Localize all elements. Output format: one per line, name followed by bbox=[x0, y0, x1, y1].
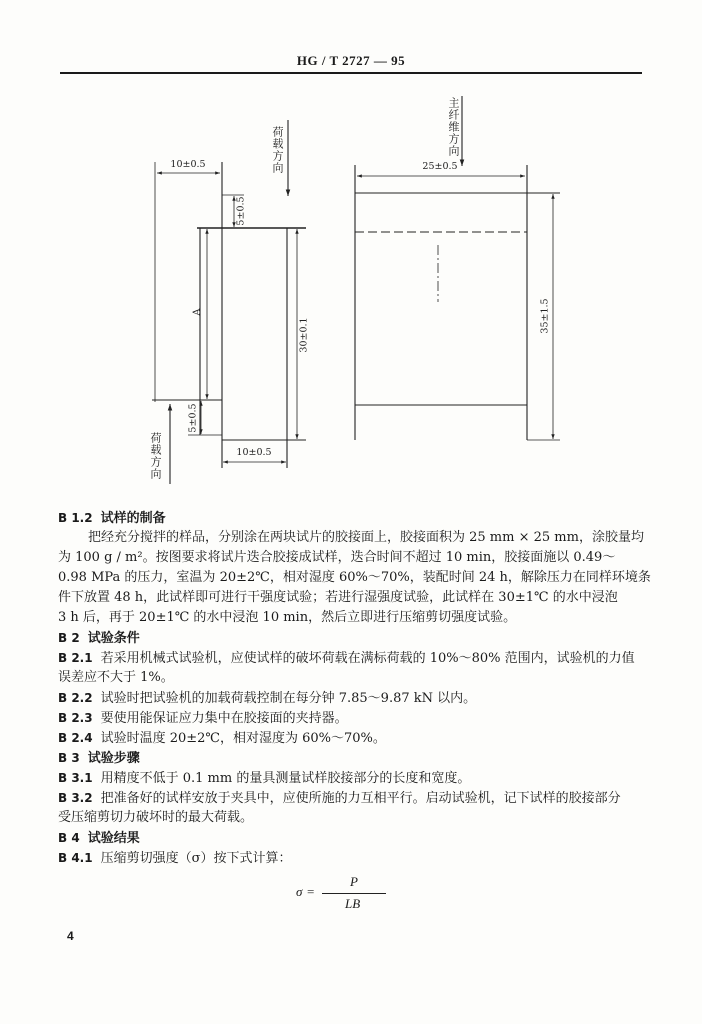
paragraph-line: 为 100 g / m²。按图要求将试片迭合胶接成试样，迭合时间不超过 10 min，胶接面施以 0.49～ bbox=[58, 550, 616, 565]
clause-number: B 2.2 bbox=[58, 691, 93, 705]
section-heading-b4 bbox=[58, 828, 648, 848]
clause-number: B 3.1 bbox=[58, 771, 93, 785]
clause-number: B 4.1 bbox=[58, 851, 93, 865]
dim-label-top-width: 10±0.5 bbox=[170, 159, 206, 170]
section-heading-b2 bbox=[58, 628, 648, 648]
section-title: 试样的制备 bbox=[100, 511, 166, 526]
paragraph-line: 误差应不大于 1%。 bbox=[58, 670, 174, 685]
section-heading-b3 bbox=[58, 748, 648, 768]
fiber-direction-label: 主纤维方向 bbox=[447, 97, 460, 157]
page-number: 4 bbox=[67, 929, 74, 943]
clause-b3-1 bbox=[58, 768, 648, 788]
section-title: 试验条件 bbox=[87, 631, 140, 646]
dim-label-bottom-offset: 5±0.5 bbox=[187, 403, 199, 433]
clause-number: B 1.2 bbox=[58, 511, 93, 525]
clause-number: B 3.2 bbox=[58, 791, 93, 805]
clause-b2-4 bbox=[58, 728, 648, 748]
formula-numerator: P bbox=[350, 874, 358, 889]
dim-label-height: 35±1.5 bbox=[539, 298, 551, 334]
clause-b3-2 bbox=[58, 788, 648, 808]
load-direction-label-top: 荷载方向 bbox=[271, 126, 284, 174]
clause-text: 若采用机械式试验机，应使试样的破坏荷载在满标荷载的 10%～80% 范围内，试验机的力值 bbox=[100, 651, 635, 666]
formula-equals: = bbox=[307, 884, 315, 899]
formula-denominator: LB bbox=[345, 896, 361, 911]
clause-number: B 2 bbox=[58, 631, 80, 645]
clause-b4-1 bbox=[58, 848, 648, 868]
paragraph-line: 把经充分搅拌的样品，分别涂在两块试片的胶接面上，胶接面积为 25 mm × 25 mm，涂胶量均 bbox=[88, 530, 644, 545]
clause-number: B 4 bbox=[58, 831, 80, 845]
paragraph-line: 受压缩剪切力破坏时的最大荷载。 bbox=[58, 810, 254, 825]
specimen-figure bbox=[0, 0, 702, 500]
clause-text: 压缩剪切强度（σ）按下式计算： bbox=[100, 851, 292, 866]
clause-number: B 2.3 bbox=[58, 711, 93, 725]
section-title: 试验结果 bbox=[87, 831, 140, 846]
paragraph-line: 3 h 后，再于 20±1℃ 的水中浸泡 10 min，然后立即进行压缩剪切强度试验。 bbox=[58, 610, 517, 625]
section-title: 试验步骤 bbox=[87, 751, 140, 766]
clause-text: 用精度不低于 0.1 mm 的量具测量试样胶接部分的长度和宽度。 bbox=[100, 771, 471, 786]
paragraph-line: 0.98 MPa 的压力，室温为 20±2℃，相对湿度 60%～70%，装配时间 24 h，解除压力在同样环境条 bbox=[58, 570, 651, 585]
fraction-bar bbox=[322, 893, 386, 894]
dim-label-width: 25±0.5 bbox=[422, 161, 458, 172]
dim-label-length-a: A bbox=[191, 308, 203, 316]
clause-number: B 2.4 bbox=[58, 731, 93, 745]
clause-text: 要使用能保证应力集中在胶接面的夹持器。 bbox=[100, 711, 348, 726]
document-code-header: HG / T 2727 — 95 bbox=[296, 53, 406, 68]
clause-text: 试验时把试验机的加载荷载控制在每分钟 7.85～9.87 kN 以内。 bbox=[100, 691, 477, 706]
clause-number: B 3 bbox=[58, 751, 80, 765]
section-heading-b1-2 bbox=[58, 508, 648, 528]
body-text bbox=[58, 508, 651, 868]
clause-b2-1 bbox=[58, 648, 648, 668]
dim-label-bottom-width: 10±0.5 bbox=[236, 447, 272, 458]
clause-text: 把准备好的试样安放于夹具中，应使所施的力互相平行。启动试验机，记下试样的胶接部分 bbox=[100, 791, 621, 806]
dim-label-height: 30±0.1 bbox=[298, 317, 310, 353]
paragraph-line: 件下放置 48 h，此试样即可进行干强度试验；若进行湿强度试验，此试样在 30±1℃ 的水中浸泡 bbox=[58, 590, 618, 605]
load-direction-label-bottom: 荷载方向 bbox=[149, 432, 162, 480]
clause-b2-3 bbox=[58, 708, 648, 728]
clause-text: 试验时温度 20±2℃，相对湿度为 60%～70%。 bbox=[100, 731, 386, 746]
formula-lhs: σ bbox=[296, 884, 303, 899]
clause-number: B 2.1 bbox=[58, 651, 93, 665]
clause-b2-2 bbox=[58, 688, 648, 708]
left-specimen-drawing bbox=[152, 120, 310, 484]
dim-label-top-offset: 5±0.5 bbox=[235, 196, 247, 226]
